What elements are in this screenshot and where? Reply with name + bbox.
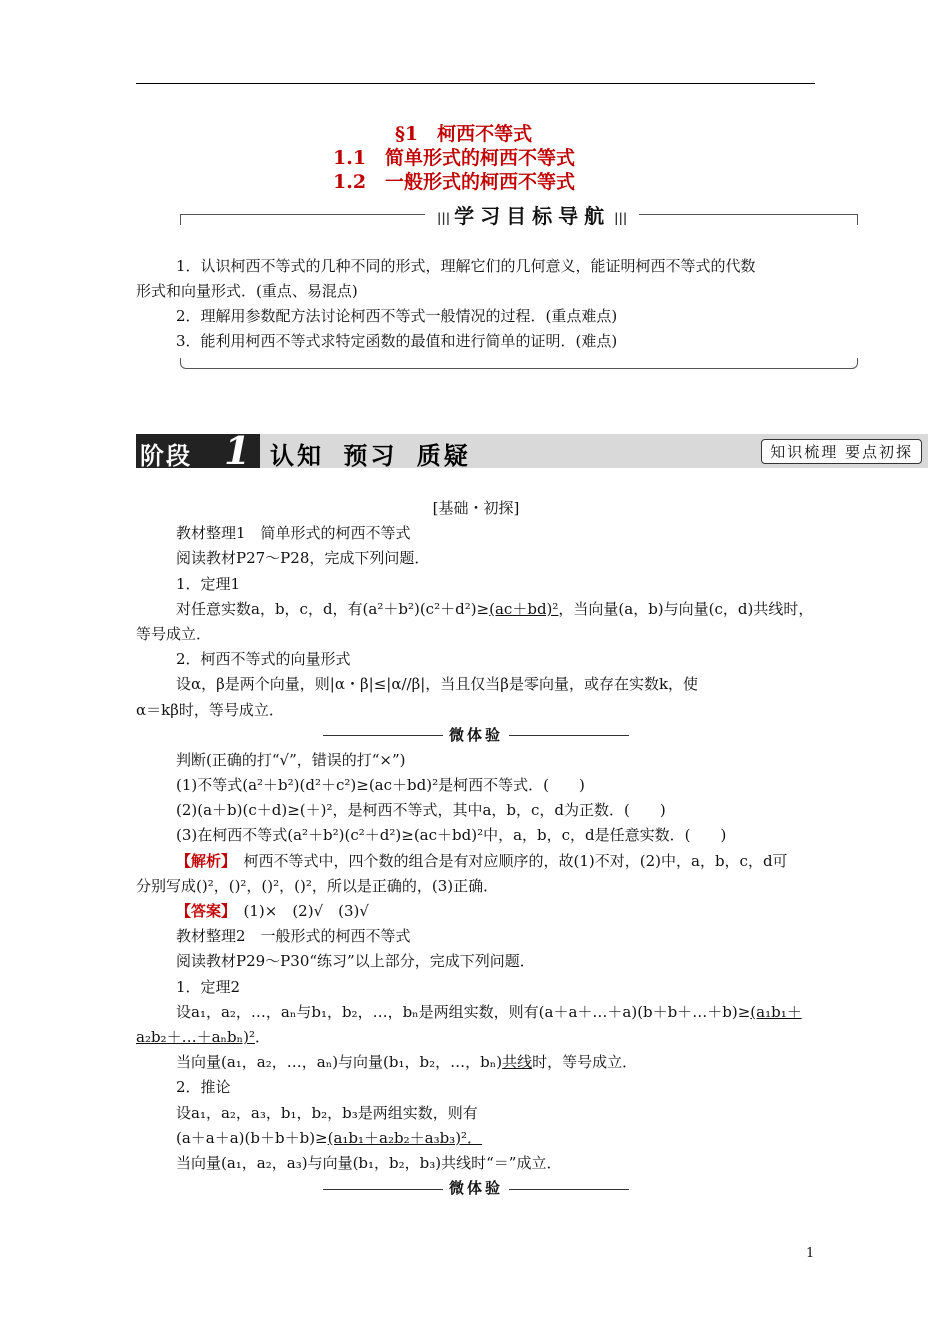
learning-goals-header: ||| 学习目标导航 ||| bbox=[425, 200, 639, 229]
analysis: 【解析】 柯西不等式中，四个数的组合是有对应顺序的，故(1)不对，(2)中，a，b，c，d可 bbox=[176, 851, 788, 870]
material-read: 阅读教材P29～P30“练习”以上部分，完成下列问题． bbox=[176, 952, 535, 971]
stage-tag: 知识梳理 要点初探 bbox=[761, 439, 922, 464]
mini-experience-divider: 微体验 bbox=[136, 723, 816, 748]
top-rule bbox=[136, 83, 815, 84]
theorem-text: 设a₁，a₂，…，aₙ与b₁，b₂，…，bₙ是两组实数，则有(a＋a＋…＋a)(b＋b＋…＋b)≥(a₁b₁＋ bbox=[176, 1002, 802, 1021]
judge-intro: 判断(正确的打“√”，错误的打“×”) bbox=[176, 750, 406, 769]
equality-condition: 当向量(a₁，a₂，…，aₙ)与向量(b₁，b₂，…，bₙ)共线时，等号成立． bbox=[176, 1053, 638, 1072]
corollary-text: 设a₁，a₂，a₃，b₁，b₂，b₃是两组实数，则有 bbox=[176, 1103, 478, 1122]
goal-item: 3．能利用柯西不等式求特定函数的最值和进行简单的证明．(难点) bbox=[176, 332, 618, 350]
goal-item: 2．理解用参数配方法讨论柯西不等式一般情况的过程．(重点难点) bbox=[176, 307, 618, 325]
material-heading: 教材整理2 一般形式的柯西不等式 bbox=[176, 927, 411, 946]
subsection-title-1: 1.1 简单形式的柯西不等式 bbox=[333, 147, 576, 169]
main-content bbox=[136, 496, 816, 1201]
judge-question: (1)不等式(a²＋b²)(d²＋c²)≥(ac＋bd)²是柯西不等式．( ) bbox=[176, 776, 585, 795]
stage-name: 认知 预习 质疑 bbox=[270, 442, 471, 470]
mini-experience-divider: 微体验 bbox=[136, 1176, 816, 1201]
analysis-cont: 分别写成()²，()²，()²，()²，所以是正确的，(3)正确． bbox=[136, 876, 499, 895]
theorem-text-cont: 等号成立． bbox=[136, 625, 212, 644]
stage-banner bbox=[136, 428, 928, 473]
judge-question: (2)(a＋b)(c＋d)≥(＋)²，是柯西不等式，其中a，b，c，d为正数．( ) bbox=[176, 801, 666, 820]
judge-question: (3)在柯西不等式(a²＋b²)(c²＋d²)≥(ac＋bd)²中，a，b，c，d是任意实数．( ) bbox=[176, 826, 727, 845]
answer: 【答案】 (1)× (2)√ (3)√ bbox=[176, 902, 369, 921]
goal-item: 形式和向量形式．(重点、易混点) bbox=[136, 282, 358, 300]
vector-text-cont: α＝kβ时，等号成立． bbox=[136, 700, 284, 719]
corollary-condition: 当向量(a₁，a₂，a₃)与向量(b₁，b₂，b₃)共线时“＝”成立． bbox=[176, 1154, 562, 1173]
subsection-title-2: 1.2 一般形式的柯西不等式 bbox=[333, 171, 576, 193]
goal-item: 1．认识柯西不等式的几种不同的形式，理解它们的几何意义，能证明柯西不等式的代数 bbox=[176, 257, 756, 275]
corollary-formula: (a＋a＋a)(b＋b＋b)≥(a₁b₁＋a₂b₂＋a₃b₃)²． bbox=[176, 1128, 483, 1147]
vector-title: 2．柯西不等式的向量形式 bbox=[176, 650, 351, 669]
stage-number: 1 bbox=[224, 428, 251, 473]
section-tag: [基础・初探] bbox=[432, 499, 520, 517]
theorem-title: 1．定理2 bbox=[176, 977, 241, 996]
stage-label: 阶段 bbox=[140, 442, 192, 470]
material-heading: 教材整理1 简单形式的柯西不等式 bbox=[176, 524, 411, 543]
section-title: §1 柯西不等式 bbox=[395, 123, 533, 145]
theorem-text-cont: a₂b₂＋…＋aₙbₙ)²． bbox=[136, 1028, 270, 1047]
material-read: 阅读教材P27～P28，完成下列问题． bbox=[176, 549, 430, 568]
page-number: 1 bbox=[806, 1246, 815, 1261]
corollary-title: 2．推论 bbox=[176, 1078, 231, 1097]
theorem-title: 1．定理1 bbox=[176, 574, 241, 593]
theorem-text: 对任意实数a，b，c，d，有(a²＋b²)(c²＋d²)≥(ac＋bd)²，当向量(a，b)与向量(c，d)共线时， bbox=[176, 599, 814, 618]
vector-text: 设α，β是两个向量，则|α・β|≤|α//β|，当且仅当β是零向量，或存在实数k，使 bbox=[176, 675, 699, 694]
learning-goals-list bbox=[136, 254, 836, 354]
learning-goals-box bbox=[136, 204, 858, 369]
